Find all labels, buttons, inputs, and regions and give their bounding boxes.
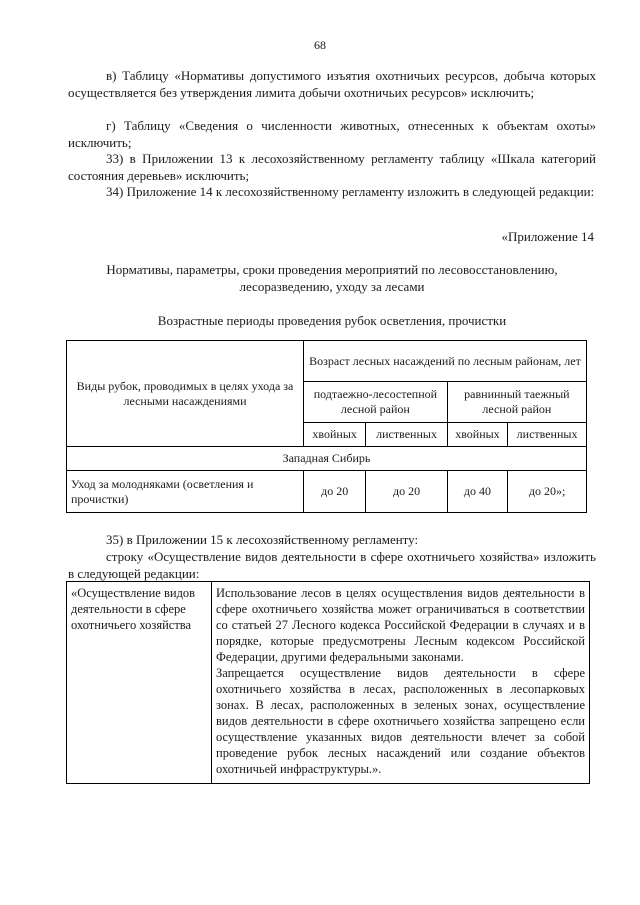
activity-text-cell (212, 582, 590, 784)
row-value: до 40 (447, 471, 507, 513)
header-sub-coniferous: хвойных (304, 423, 366, 447)
paragraph-34: 34) Приложение 14 к лесохозяйственному регламенту изложить в следующей редакции: (106, 184, 595, 199)
row-label: Уход за молодняками (осветления и прочистки) (67, 471, 304, 513)
row-value: до 20»; (508, 471, 587, 513)
header-sub-coniferous: хвойных (447, 423, 507, 447)
paragraph-v: в) Таблицу «Нормативы допустимого изъятия охотничьих ресурсов, добыча которых осуществляется без утверждения лимита добычи охотничьих ресурсов» исключить; (68, 68, 596, 100)
paragraph-string: строку «Осуществление видов деятельности в сфере охотничьего хозяйства» изложить в следующей редакции: (68, 549, 596, 581)
paragraph-g: г) Таблицу «Сведения о численности животных, отнесенных к объектам охоты» исключить; (68, 118, 596, 150)
heading (68, 262, 596, 295)
region-row: Западная Сибирь (67, 447, 587, 471)
heading-line-1: Нормативы, параметры, сроки проведения мероприятий по лесовосстановлению, (106, 262, 558, 277)
header-district-1: подтаежно-лесостепной лесной район (304, 382, 448, 423)
header-cutting-kind: Виды рубок, проводимых в целях ухода за лесными насаждениями (67, 341, 304, 447)
page-number: 68 (314, 38, 326, 52)
header-sub-deciduous: лиственных (508, 423, 587, 447)
row-value: до 20 (304, 471, 366, 513)
age-periods-table (66, 340, 587, 513)
appendix-ref: «Приложение 14 (501, 229, 594, 244)
paragraph-35: 35) в Приложении 15 к лесохозяйственному регламенту: (106, 532, 419, 547)
activity-text-1: Использование лесов в целях осуществления видов деятельности в сфере охотничьего хозяйства может ограничиваться в соответствии со статьей 27 Лесного кодекса Российской Федерации в случаях и в порядке, которые предусмотрены Лесным кодексом Российской Федерации, другими федеральными законами. (216, 586, 585, 664)
header-age: Возраст лесных насаждений по лесным районам, лет (304, 341, 587, 382)
header-sub-deciduous: лиственных (366, 423, 447, 447)
header-district-2: равнинный таежный лесной район (447, 382, 586, 423)
heading-line-2: лесоразведению, уходу за лесами (239, 278, 425, 294)
activity-name-cell: «Осуществление видов деятельности в сфере охотничьего хозяйства (67, 582, 212, 784)
hunting-activities-table (66, 581, 590, 784)
table-title: Возрастные периоды проведения рубок осветления, прочистки (157, 313, 507, 328)
row-value: до 20 (366, 471, 447, 513)
paragraph-33: 33) в Приложении 13 к лесохозяйственному регламенту таблицу «Шкала категорий состояния деревьев» исключить; (68, 151, 596, 183)
activity-text-2: Запрещается осуществление видов деятельности в сфере охотничьего хозяйства в лесах, расположенных в лесопарковых зонах. В лесах, расположенных в зеленых зонах, осуществление видов деятельности в сфере охотничьего хозяйства запрещено если осуществление указанных видов деятельности влечет за собой проведение рубок лесных насаждений или создание объектов охотничьей инфраструктуры.». (216, 666, 585, 776)
